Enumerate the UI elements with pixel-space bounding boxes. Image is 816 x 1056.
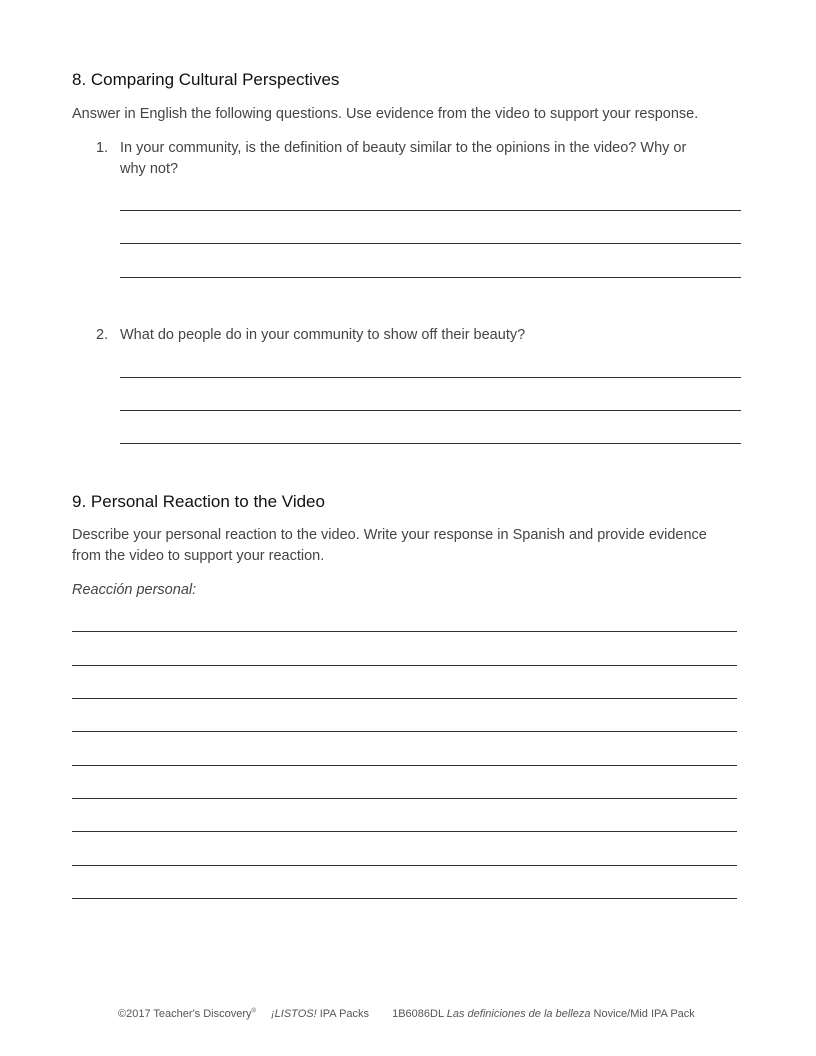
section-8-instructions: Answer in English the following questions. Use evidence from the video to support your response. [72,106,699,122]
section-8-heading: 8. Comparing Cultural Perspectives [72,70,340,89]
question-2-number: 2. [96,327,109,343]
reaction-label: Reacción personal: [72,582,197,598]
reaction-line [72,831,737,832]
footer-title: Las definiciones de la belleza [446,1008,591,1020]
footer [118,1008,695,1020]
reaction-line [72,698,737,699]
answer-line [120,277,741,278]
question-1-number: 1. [96,140,109,156]
question-2-text: What do people do in your community to show off their beauty? [120,327,526,343]
footer-series-rest: IPA Packs [316,1008,370,1020]
reaction-line [72,898,737,899]
footer-series-name: ¡LISTOS! [271,1008,317,1020]
reaction-line [72,731,737,732]
answer-line [120,443,741,444]
reaction-line [72,665,737,666]
answer-line [120,210,741,211]
footer-code: 1B6086DL [392,1008,447,1020]
section-9-instructions: Describe your personal reaction to the video. Write your response in Spanish and provide evidence [72,527,707,543]
question-1-text-cont: why not? [120,161,179,177]
section-9-instructions-cont: from the video to support your reaction. [72,548,325,564]
question-1-text: In your community, is the definition of beauty similar to the opinions in the video? Why or [120,140,687,156]
reaction-line [72,798,737,799]
footer-copyright: ©2017 Teacher's Discovery [118,1008,252,1020]
reaction-line [72,765,737,766]
section-9-heading: 9. Personal Reaction to the Video [72,492,325,511]
footer-title-rest: Novice/Mid IPA Pack [590,1008,695,1020]
answer-line [120,243,741,244]
reaction-line [72,631,737,632]
answer-line [120,377,741,378]
answer-line [120,410,741,411]
reaction-line [72,865,737,866]
footer-registered-mark: ® [251,1008,256,1015]
